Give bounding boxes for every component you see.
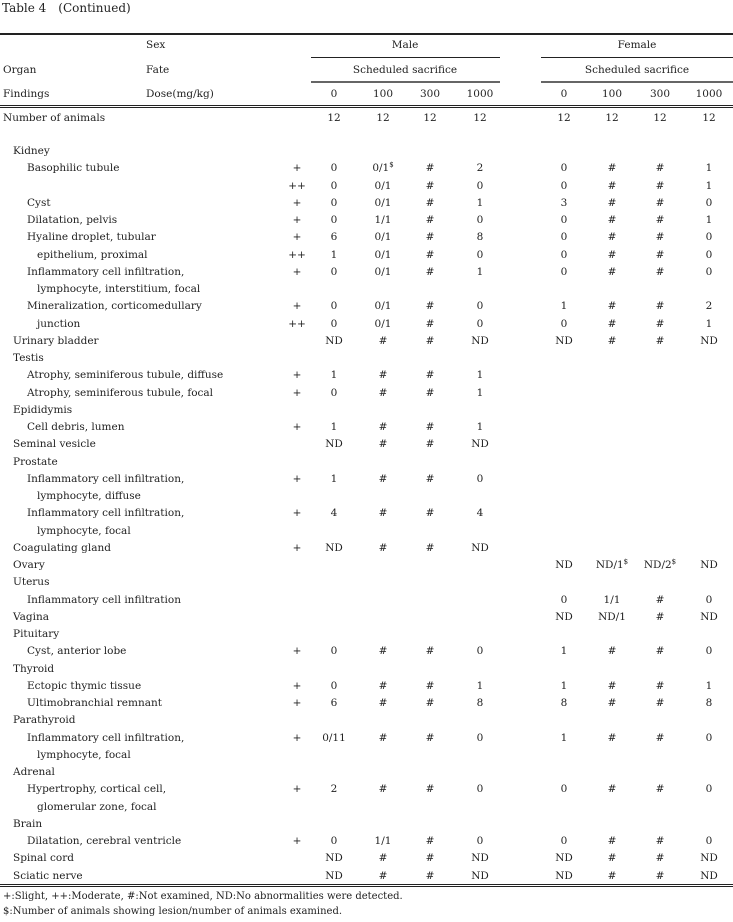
value-cell: #: [655, 697, 665, 709]
value-cell: 1: [705, 317, 713, 330]
value-cell: #: [655, 317, 665, 330]
male-dose-100: 100: [372, 88, 394, 100]
value-cell: 0: [330, 196, 338, 209]
value-cell: 1: [705, 679, 713, 692]
value-cell: #: [425, 507, 435, 520]
value-cell: 6: [330, 697, 338, 709]
value-cell: #: [607, 645, 617, 658]
value-cell: 3: [560, 196, 568, 209]
value-cell: 8: [705, 697, 713, 709]
female-dose-0: 0: [560, 88, 568, 100]
value-cell: #: [425, 317, 435, 330]
value-cell: ND: [555, 610, 573, 623]
value-cell: #: [378, 731, 388, 744]
value-cell: ND: [555, 334, 573, 347]
row-label: Ultimobranchial remnant: [27, 697, 162, 709]
row-label: Atrophy, seminiferous tubule, diffuse: [27, 369, 224, 382]
female-dose-300: 300: [649, 88, 671, 100]
value-cell: #: [607, 317, 617, 330]
value-cell: ND: [471, 334, 489, 347]
value-cell: 0/11: [322, 731, 346, 744]
value-cell: #: [425, 214, 435, 226]
value-cell: 0: [476, 179, 484, 192]
value-cell: #: [607, 231, 617, 244]
grade-marker: +: [292, 697, 302, 709]
value-cell: #: [425, 679, 435, 692]
table-title: Table 4 (Continued): [2, 1, 131, 15]
grade-marker: +: [292, 835, 302, 847]
value-cell: #: [655, 231, 665, 244]
value-cell: 0: [476, 248, 484, 261]
value-cell: #: [425, 265, 435, 278]
dose-label: Dose(mg/kg): [146, 88, 214, 100]
value-cell: 1/1: [374, 214, 392, 226]
row-label: Spinal cord: [13, 852, 74, 865]
row-label: Dilatation, cerebral ventricle: [27, 835, 182, 847]
value-cell: #: [425, 731, 435, 744]
female-dose-1000: 1000: [695, 88, 723, 100]
grade-marker: +: [292, 369, 302, 382]
footnote-dollar: $:Number of animals showing lesion/number of animals examined.: [3, 906, 343, 917]
value-cell: #: [425, 179, 435, 192]
value-text: ND/2: [643, 559, 672, 571]
grade-marker: ++: [288, 179, 306, 192]
value-cell: #: [655, 214, 665, 226]
grade-marker: +: [292, 231, 302, 244]
value-cell: #: [655, 679, 665, 692]
grade-marker: +: [292, 472, 302, 485]
row-label: Adrenal: [13, 766, 55, 778]
value-cell: #: [425, 386, 435, 399]
value-cell: 0: [330, 300, 338, 313]
row-label: Thyroid: [13, 662, 55, 675]
row-label: Hypertrophy, cortical cell,: [27, 783, 167, 796]
value-cell: #: [378, 541, 388, 554]
number-of-animals-value: 12: [423, 112, 437, 124]
row-label: Urinary bladder: [13, 334, 99, 347]
value-cell: #: [425, 835, 435, 847]
value-cell: ND/1: [598, 610, 626, 623]
row-label: Hyaline droplet, tubular: [27, 231, 156, 244]
row-label: Prostate: [13, 455, 58, 468]
value-cell: 1/1: [374, 835, 392, 847]
value-cell: 0: [560, 317, 568, 330]
value-cell: ND: [471, 852, 489, 865]
grade-marker: +: [292, 507, 302, 520]
row-label: Kidney: [13, 145, 50, 157]
value-cell: ND: [325, 869, 343, 882]
value-cell: 1: [476, 265, 484, 278]
value-cell: 0: [476, 214, 484, 226]
value-cell: #: [607, 852, 617, 865]
female-fate-rule: [541, 81, 733, 83]
value-cell: 0: [705, 265, 713, 278]
value-cell: 0: [560, 214, 568, 226]
value-cell: #: [378, 369, 388, 382]
value-cell: #: [607, 162, 617, 175]
value-cell: 8: [476, 697, 484, 709]
value-cell: 0: [330, 265, 338, 278]
value-cell: #: [607, 265, 617, 278]
value-cell: #: [607, 679, 617, 692]
row-label: lymphocyte, interstitium, focal: [37, 283, 201, 295]
row-label: Mineralization, corticomedullary: [27, 300, 202, 313]
value-cell: 0: [705, 783, 713, 796]
value-cell: #: [378, 852, 388, 865]
value-cell: 0: [560, 179, 568, 192]
value-cell: [587, 558, 637, 572]
value-cell: 1: [330, 421, 338, 433]
value-cell: 0/1: [374, 231, 392, 244]
row-label: Inflammatory cell infiltration,: [27, 265, 185, 278]
value-cell: ND: [471, 869, 489, 882]
value-cell: 0: [330, 162, 338, 175]
value-cell: ND: [555, 869, 573, 882]
row-label: Inflammatory cell infiltration: [27, 593, 181, 606]
value-cell: #: [655, 593, 665, 606]
male-sex-rule: [311, 57, 500, 58]
value-cell: #: [425, 852, 435, 865]
top-rule: [0, 33, 733, 35]
row-label: Cyst, anterior lobe: [27, 645, 127, 658]
value-cell: 0: [476, 317, 484, 330]
value-cell: #: [378, 697, 388, 709]
male-dose-300: 300: [419, 88, 441, 100]
footnote-mark: $: [623, 558, 629, 566]
value-cell: #: [607, 835, 617, 847]
row-label: Ovary: [13, 559, 45, 571]
value-cell: 0/1: [374, 317, 392, 330]
footnote-mark: $: [389, 161, 394, 170]
value-cell: 0: [330, 679, 338, 692]
value-cell: #: [425, 162, 435, 175]
value-cell: 0: [330, 214, 338, 226]
value-text: ND/1: [595, 559, 624, 571]
value-cell: 0: [330, 179, 338, 192]
value-cell: 0/1: [374, 248, 392, 261]
value-cell: #: [378, 421, 388, 433]
value-cell: #: [425, 541, 435, 554]
value-cell: #: [378, 438, 388, 451]
female-fate: Scheduled sacrifice: [584, 64, 690, 76]
value-cell: 0/1: [374, 196, 392, 209]
row-label: Vagina: [13, 610, 49, 623]
bottom-rule-2: [0, 886, 733, 887]
row-label: Coagulating gland: [13, 541, 111, 554]
number-of-animals-value: 12: [473, 112, 487, 124]
male-fate: Scheduled sacrifice: [352, 64, 458, 76]
value-cell: #: [425, 421, 435, 433]
value-cell: 0: [560, 162, 568, 175]
value-cell: #: [378, 472, 388, 485]
row-label: Parathyroid: [13, 714, 76, 727]
number-of-animals-value: 12: [653, 112, 667, 124]
female-header: Female: [617, 39, 657, 51]
number-of-animals-value: 12: [327, 112, 341, 124]
value-cell: 0: [705, 196, 713, 209]
value-cell: 0: [330, 317, 338, 330]
organ-label: Organ: [3, 64, 37, 76]
value-cell: #: [655, 869, 665, 882]
row-label: glomerular zone, focal: [37, 800, 157, 813]
value-cell: #: [425, 783, 435, 796]
male-header: Male: [391, 39, 419, 51]
value-cell: #: [655, 179, 665, 192]
value-cell: 0: [705, 731, 713, 744]
grade-marker: +: [292, 645, 302, 658]
value-cell: 0: [476, 472, 484, 485]
value-cell: ND: [325, 438, 343, 451]
row-label: Basophilic tubule: [27, 162, 120, 175]
footnote-legend: +:Slight, ++:Moderate, #:Not examined, ND:No abnormalities were detected.: [3, 891, 403, 902]
value-cell: [635, 558, 685, 572]
value-cell: 1: [560, 679, 568, 692]
grade-marker: ++: [288, 317, 306, 330]
row-label: Dilatation, pelvis: [27, 214, 118, 226]
row-label: Inflammatory cell infiltration,: [27, 731, 185, 744]
value-cell: #: [425, 472, 435, 485]
value-cell: ND: [555, 852, 573, 865]
value-cell: 0/1: [374, 300, 392, 313]
value-cell: 2: [705, 300, 713, 313]
value-cell: 1: [705, 162, 713, 175]
value-cell: 0: [476, 300, 484, 313]
value-cell: #: [655, 835, 665, 847]
value-cell: #: [425, 869, 435, 882]
grade-marker: +: [292, 679, 302, 692]
row-label: Cyst: [27, 196, 51, 209]
value-cell: 0: [330, 386, 338, 399]
value-cell: ND: [471, 438, 489, 451]
grade-marker: ++: [288, 248, 306, 261]
value-cell: 6: [330, 231, 338, 244]
value-cell: #: [655, 610, 665, 623]
value-cell: 0/1: [374, 179, 392, 192]
value-cell: #: [425, 196, 435, 209]
row-label: lymphocyte, focal: [37, 524, 131, 537]
number-of-animals-value: 12: [605, 112, 619, 124]
row-label: Inflammatory cell infiltration,: [27, 507, 185, 520]
number-of-animals-value: 12: [376, 112, 390, 124]
value-cell: 0: [705, 645, 713, 658]
value-cell: #: [655, 248, 665, 261]
value-cell: #: [655, 300, 665, 313]
value-cell: [358, 161, 408, 175]
value-text: 0/1: [372, 162, 390, 175]
value-cell: 1/1: [603, 593, 621, 606]
value-cell: 0: [560, 231, 568, 244]
value-cell: #: [655, 162, 665, 175]
value-cell: 1: [560, 300, 568, 313]
grade-marker: +: [292, 196, 302, 209]
value-cell: #: [425, 438, 435, 451]
value-cell: #: [425, 334, 435, 347]
male-fate-rule: [311, 81, 500, 83]
value-cell: #: [378, 783, 388, 796]
value-cell: 1: [705, 179, 713, 192]
value-cell: #: [378, 507, 388, 520]
row-label: junction: [37, 317, 81, 330]
number-of-animals-value: 12: [557, 112, 571, 124]
value-cell: #: [607, 334, 617, 347]
value-cell: 1: [476, 196, 484, 209]
value-cell: ND: [325, 334, 343, 347]
value-cell: ND: [700, 610, 718, 623]
value-cell: 0/1: [374, 265, 392, 278]
value-cell: 0: [476, 835, 484, 847]
value-cell: 1: [476, 369, 484, 382]
female-dose-100: 100: [601, 88, 623, 100]
row-label: lymphocyte, diffuse: [37, 490, 141, 502]
grade-marker: +: [292, 541, 302, 554]
value-cell: #: [607, 300, 617, 313]
row-label: Cell debris, lumen: [27, 421, 125, 433]
value-cell: 0: [330, 835, 338, 847]
value-cell: 1: [476, 679, 484, 692]
value-cell: #: [378, 386, 388, 399]
sex-label: Sex: [146, 39, 166, 51]
value-cell: 1: [476, 386, 484, 399]
value-cell: #: [655, 731, 665, 744]
row-label: epithelium, proximal: [37, 248, 148, 261]
footnote-mark: $: [671, 558, 677, 566]
value-cell: 8: [560, 697, 568, 709]
value-cell: #: [378, 334, 388, 347]
value-cell: 1: [476, 421, 484, 433]
header-bottom-rule: [0, 105, 733, 106]
value-cell: #: [655, 645, 665, 658]
value-cell: #: [655, 783, 665, 796]
value-cell: #: [607, 783, 617, 796]
value-cell: 1: [330, 369, 338, 382]
value-cell: #: [425, 697, 435, 709]
value-cell: 1: [560, 731, 568, 744]
male-dose-1000: 1000: [466, 88, 494, 100]
bottom-rule: [0, 884, 733, 885]
value-cell: 0: [705, 231, 713, 244]
value-cell: #: [655, 852, 665, 865]
grade-marker: +: [292, 265, 302, 278]
grade-marker: +: [292, 162, 302, 175]
value-cell: ND: [700, 852, 718, 865]
row-label: Pituitary: [13, 628, 60, 640]
value-cell: 0: [330, 645, 338, 658]
value-cell: 1: [560, 645, 568, 658]
value-cell: #: [607, 214, 617, 226]
value-cell: 0: [476, 731, 484, 744]
grade-marker: +: [292, 421, 302, 433]
row-label: Epididymis: [13, 403, 73, 416]
value-cell: 1: [705, 214, 713, 226]
female-sex-rule: [541, 57, 733, 58]
value-cell: 0: [560, 248, 568, 261]
grade-marker: +: [292, 731, 302, 744]
value-cell: ND: [700, 559, 718, 571]
value-cell: 0: [476, 783, 484, 796]
value-cell: 0: [705, 248, 713, 261]
value-cell: #: [607, 697, 617, 709]
number-of-animals-value: 12: [702, 112, 716, 124]
value-cell: #: [378, 869, 388, 882]
value-cell: ND: [471, 541, 489, 554]
value-cell: 1: [330, 472, 338, 485]
row-label: Brain: [13, 817, 43, 830]
row-label: Seminal vesicle: [13, 438, 96, 451]
value-cell: #: [607, 248, 617, 261]
row-label: Inflammatory cell infiltration,: [27, 472, 185, 485]
grade-marker: +: [292, 386, 302, 399]
value-cell: #: [607, 869, 617, 882]
value-cell: #: [425, 300, 435, 313]
findings-label: Findings: [3, 88, 50, 100]
grade-marker: +: [292, 783, 302, 796]
row-label: lymphocyte, focal: [37, 748, 131, 761]
value-cell: ND: [700, 869, 718, 882]
value-cell: #: [607, 731, 617, 744]
value-cell: 4: [476, 507, 484, 520]
value-cell: 0: [705, 835, 713, 847]
value-cell: 0: [560, 593, 568, 606]
value-cell: 0: [560, 265, 568, 278]
value-cell: #: [425, 231, 435, 244]
value-cell: #: [378, 679, 388, 692]
row-label: Uterus: [13, 576, 50, 589]
value-cell: 4: [330, 507, 338, 520]
row-label: Atrophy, seminiferous tubule, focal: [27, 386, 214, 399]
value-cell: 8: [476, 231, 484, 244]
row-label: Testis: [13, 352, 44, 364]
male-dose-0: 0: [330, 88, 338, 100]
value-cell: ND: [325, 852, 343, 865]
grade-marker: +: [292, 214, 302, 226]
value-cell: #: [378, 645, 388, 658]
number-of-animals-label: Number of animals: [3, 112, 106, 124]
value-cell: ND: [555, 559, 573, 571]
value-cell: #: [607, 179, 617, 192]
grade-marker: +: [292, 300, 302, 313]
header-bottom-rule-2: [0, 107, 733, 108]
value-cell: #: [655, 196, 665, 209]
value-cell: ND: [325, 541, 343, 554]
value-cell: #: [607, 196, 617, 209]
row-label: Sciatic nerve: [13, 869, 83, 882]
value-cell: 2: [330, 783, 338, 796]
value-cell: #: [425, 248, 435, 261]
value-cell: #: [425, 645, 435, 658]
value-cell: #: [425, 369, 435, 382]
value-cell: #: [655, 334, 665, 347]
value-cell: 0: [705, 593, 713, 606]
value-cell: #: [655, 265, 665, 278]
value-cell: 2: [476, 162, 484, 175]
value-cell: 0: [560, 783, 568, 796]
value-cell: 0: [476, 645, 484, 658]
value-cell: ND: [700, 334, 718, 347]
row-label: Ectopic thymic tissue: [27, 679, 142, 692]
fate-label: Fate: [146, 64, 170, 76]
value-cell: 0: [560, 835, 568, 847]
value-cell: 1: [330, 248, 338, 261]
